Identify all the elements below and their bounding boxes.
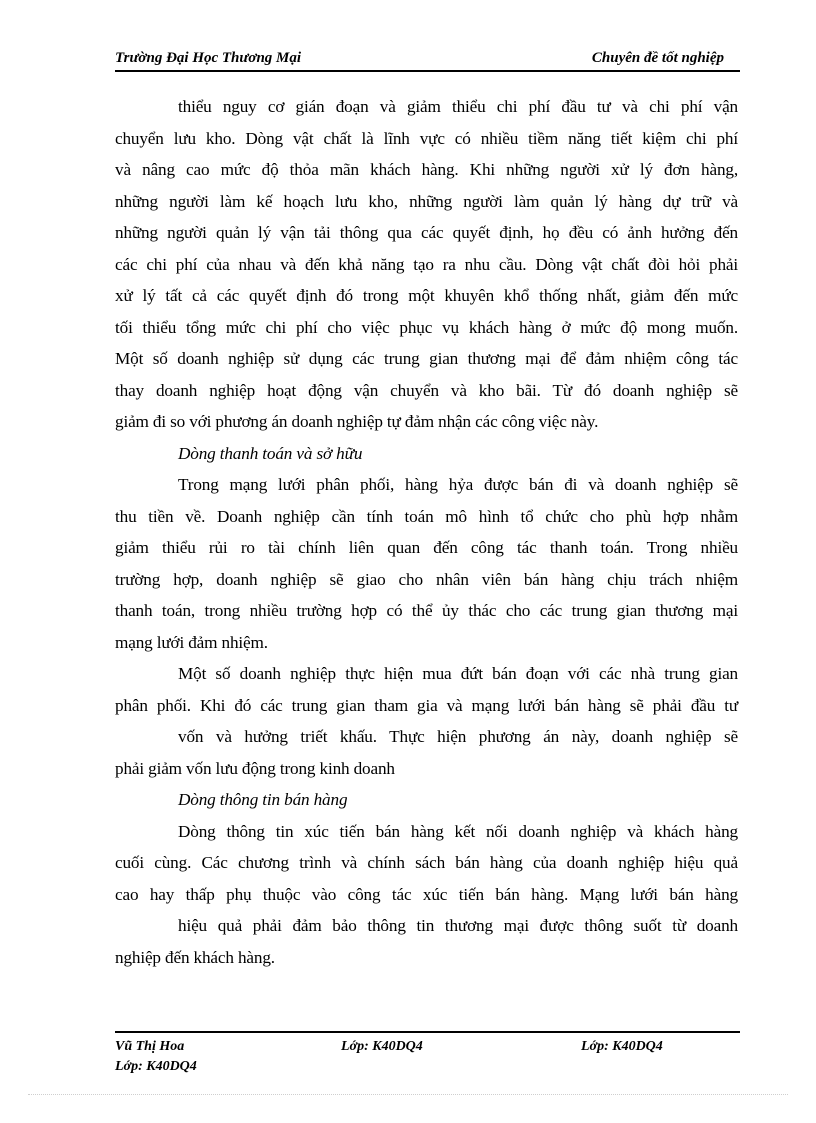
text-line: những người quản lý vận tải thông qua các quyết định, họ đều có ảnh hưởng đến bbox=[115, 223, 738, 242]
text-line: nghiệp đến khách hàng. bbox=[115, 947, 275, 967]
footer-divider bbox=[115, 1031, 740, 1033]
text-line: cao hay thấp phụ thuộc vào công tác xúc tiến bán hàng. Mạng lưới bán hàng bbox=[115, 884, 738, 904]
text-line: giảm đi so với phương án doanh nghiệp tự đảm nhận các công việc này. bbox=[115, 412, 599, 431]
page-edge-divider bbox=[28, 1094, 788, 1095]
text-line: thu tiền về. Doanh nghiệp cần tính toán mô hình tổ chức cho phù hợp nhằm bbox=[115, 506, 738, 526]
text-line: phân phối. Khi đó các trung gian tham gia và mạng lưới bán hàng sẽ phải đầu tư bbox=[115, 695, 738, 715]
text-line: giảm thiểu rủi ro tài chính liên quan đến công tác thanh toán. Trong nhiều bbox=[115, 538, 738, 557]
text-line: Một số doanh nghiệp thực hiện mua đứt bán đoạn với các nhà trung gian bbox=[178, 664, 738, 683]
header-divider bbox=[115, 70, 740, 72]
text-line: Trong mạng lưới phân phối, hàng hỷa được bán đi và doanh nghiệp sẽ bbox=[178, 475, 738, 494]
class-label: Lớp: K40DQ4 bbox=[115, 1059, 197, 1074]
text-line: phải giảm vốn lưu động trong kinh doanh bbox=[115, 758, 395, 778]
section-heading: Dòng thanh toán và sở hữu bbox=[178, 443, 363, 463]
text-line: cuối cùng. Các chương trình và chính sách bán hàng của doanh nghiệp hiệu quả bbox=[115, 853, 738, 872]
text-line: Một số doanh nghiệp sử dụng các trung gian thương mại để đảm nhiệm công tác bbox=[115, 349, 738, 368]
text-line: thiểu nguy cơ gián đoạn và giảm thiểu chi phí đầu tư và chi phí vận bbox=[178, 97, 738, 116]
text-line: các chi phí của nhau và đến khả năng tạo ra nhu cầu. Dòng vật chất đòi hỏi phải bbox=[115, 254, 738, 274]
text-line: thanh toán, trong nhiều trường hợp có thể ủy thác cho các trung gian thương mại bbox=[115, 601, 738, 620]
text-line: mạng lưới đảm nhiệm. bbox=[115, 632, 268, 652]
text-line: trường hợp, doanh nghiệp sẽ giao cho nhân viên bán hàng chịu trách nhiệm bbox=[115, 569, 738, 589]
text-line: xử lý tất cả các quyết định đó trong một khuyên khổ thống nhất, giảm đến mức bbox=[115, 286, 738, 305]
document-type: Chuyên đề tốt nghiệp bbox=[591, 50, 724, 66]
text-line: tối thiểu tổng mức chi phí cho việc phục vụ khách hàng ở mức độ mong muốn. bbox=[115, 317, 738, 337]
school-name: Trường Đại Học Thương Mại bbox=[115, 50, 302, 66]
class-label: Lớp: K40DQ4 bbox=[341, 1039, 423, 1054]
text-line: chuyển lưu kho. Dòng vật chất là lĩnh vực có nhiều tiềm năng tiết kiệm chi phí bbox=[115, 128, 738, 148]
text-line: và nâng cao mức độ thỏa mãn khách hàng. Khi những người xử lý đơn hàng, bbox=[115, 160, 738, 179]
text-line: Dòng thông tin xúc tiến bán hàng kết nối doanh nghiệp và khách hàng bbox=[178, 821, 738, 841]
section-heading: Dòng thông tin bán hàng bbox=[178, 790, 348, 809]
text-line: thay doanh nghiệp hoạt động vận chuyển và kho bãi. Từ đó doanh nghiệp sẽ bbox=[115, 380, 738, 400]
page-header bbox=[115, 50, 740, 70]
document-body bbox=[115, 91, 738, 973]
text-line: những người làm kế hoạch lưu kho, những người làm quản lý hàng dự trữ và bbox=[115, 191, 738, 211]
class-label: Lớp: K40DQ4 bbox=[581, 1039, 663, 1054]
author-name: Vũ Thị Hoa bbox=[115, 1039, 185, 1054]
text-line: hiệu quả phải đảm bảo thông tin thương mại được thông suốt từ doanh bbox=[178, 916, 738, 935]
text-line: vốn và hưởng triết khấu. Thực hiện phương án này, doanh nghiệp sẽ bbox=[178, 727, 738, 746]
